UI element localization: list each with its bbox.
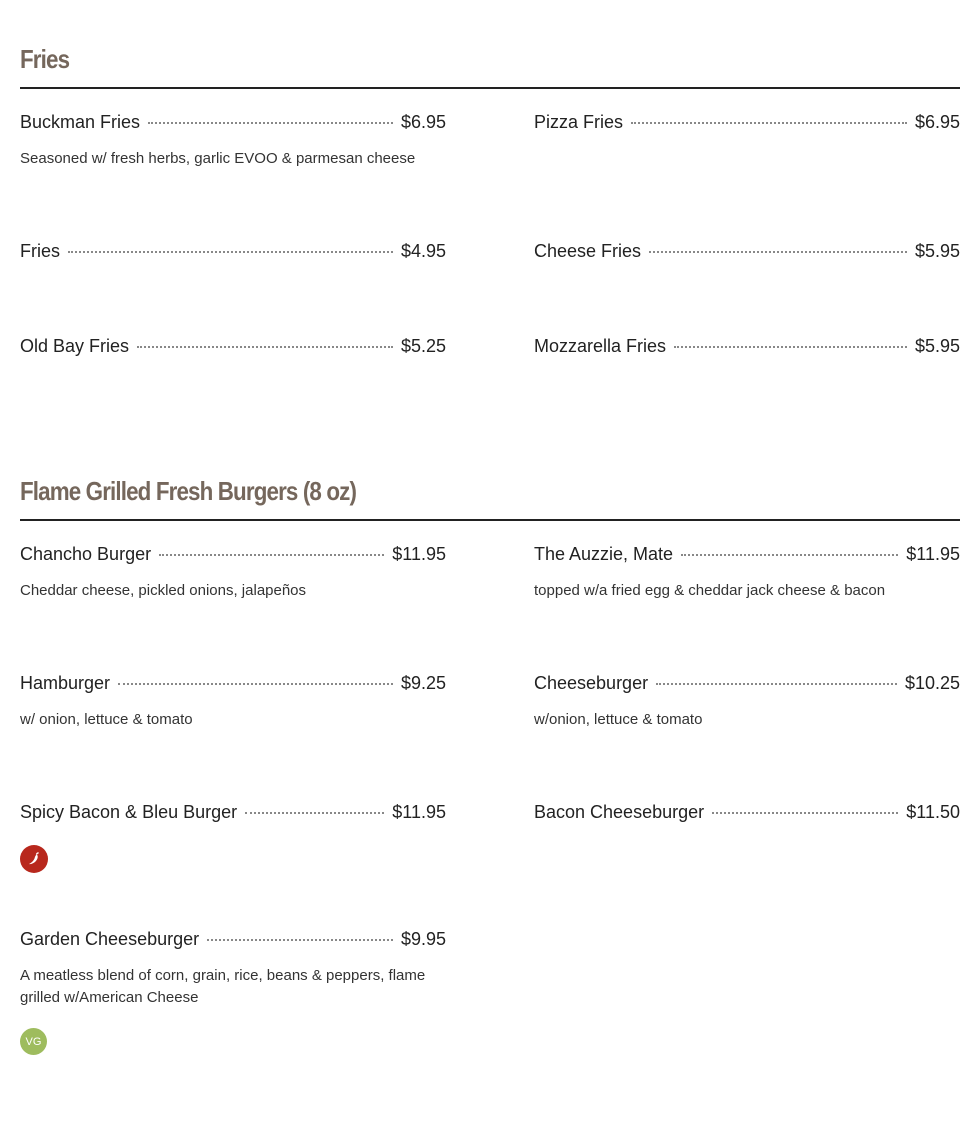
item-description: A meatless blend of corn, grain, rice, beans & peppers, flame grilled w/American Cheese [20,967,426,1006]
item-name: The Auzzie, Mate [534,544,674,564]
item-name: Fries [20,241,60,261]
menu-item[interactable] [20,802,446,826]
item-price: $9.25 [400,673,446,693]
menu-item[interactable] [20,241,446,265]
item-price: $11.95 [392,544,446,564]
dot-leader [148,122,393,124]
menu-item[interactable] [20,673,446,731]
item-price: $11.95 [392,802,446,822]
menu-item[interactable] [534,802,960,826]
menu-item[interactable] [20,544,446,602]
menu-item[interactable] [534,241,960,265]
section-title: Flame Grilled Fresh Burgers (8 oz) [20,476,357,506]
item-description: w/ onion, lettuce & tomato [20,711,193,728]
item-price: $6.95 [914,112,960,132]
item-name: Hamburger [20,673,111,693]
item-name: Cheeseburger [534,673,649,693]
menu-item[interactable] [20,929,446,1009]
item-name: Chancho Burger [20,544,152,564]
section-title: Fries [20,44,70,74]
dot-leader [681,554,898,556]
item-name: Mozzarella Fries [534,336,667,356]
item-description: w/onion, lettuce & tomato [534,711,703,728]
dot-leader [649,251,907,253]
dot-leader [207,939,393,941]
item-price: $5.95 [914,336,960,356]
item-description: Cheddar cheese, pickled onions, jalapeños [20,582,307,599]
dot-leader [656,683,897,685]
dot-leader [159,554,384,556]
dot-leader [245,812,384,814]
menu-item[interactable] [534,673,960,731]
item-name: Bacon Cheeseburger [534,802,705,822]
menu-item[interactable] [20,112,446,170]
dot-leader [674,346,907,348]
item-name: Garden Cheeseburger [20,929,200,949]
item-name: Buckman Fries [20,112,141,132]
section-divider [20,87,960,89]
item-price: $5.25 [400,336,446,356]
menu-item[interactable] [534,544,960,602]
item-price: $11.50 [906,802,960,822]
dot-leader [712,812,898,814]
menu-item[interactable] [20,336,446,360]
spicy-pepper-icon [20,845,48,873]
item-name: Pizza Fries [534,112,624,132]
section-divider [20,519,960,521]
menu-item[interactable] [534,112,960,136]
item-description: topped w/a fried egg & cheddar jack cheese & bacon [534,582,886,599]
item-name: Old Bay Fries [20,336,130,356]
dot-leader [137,346,393,348]
item-name: Cheese Fries [534,241,642,261]
dot-leader [118,683,393,685]
item-price: $11.95 [906,544,960,564]
item-price: $10.25 [904,673,960,693]
item-price: $9.95 [400,929,446,949]
item-description: Seasoned w/ fresh herbs, garlic EVOO & parmesan cheese [20,150,416,167]
vegetarian-badge: VG [20,1028,47,1055]
item-price: $5.95 [914,241,960,261]
dot-leader [68,251,393,253]
menu-item[interactable] [534,336,960,360]
dot-leader [631,122,907,124]
item-name: Spicy Bacon & Bleu Burger [20,802,238,822]
item-price: $4.95 [400,241,446,261]
item-price: $6.95 [400,112,446,132]
